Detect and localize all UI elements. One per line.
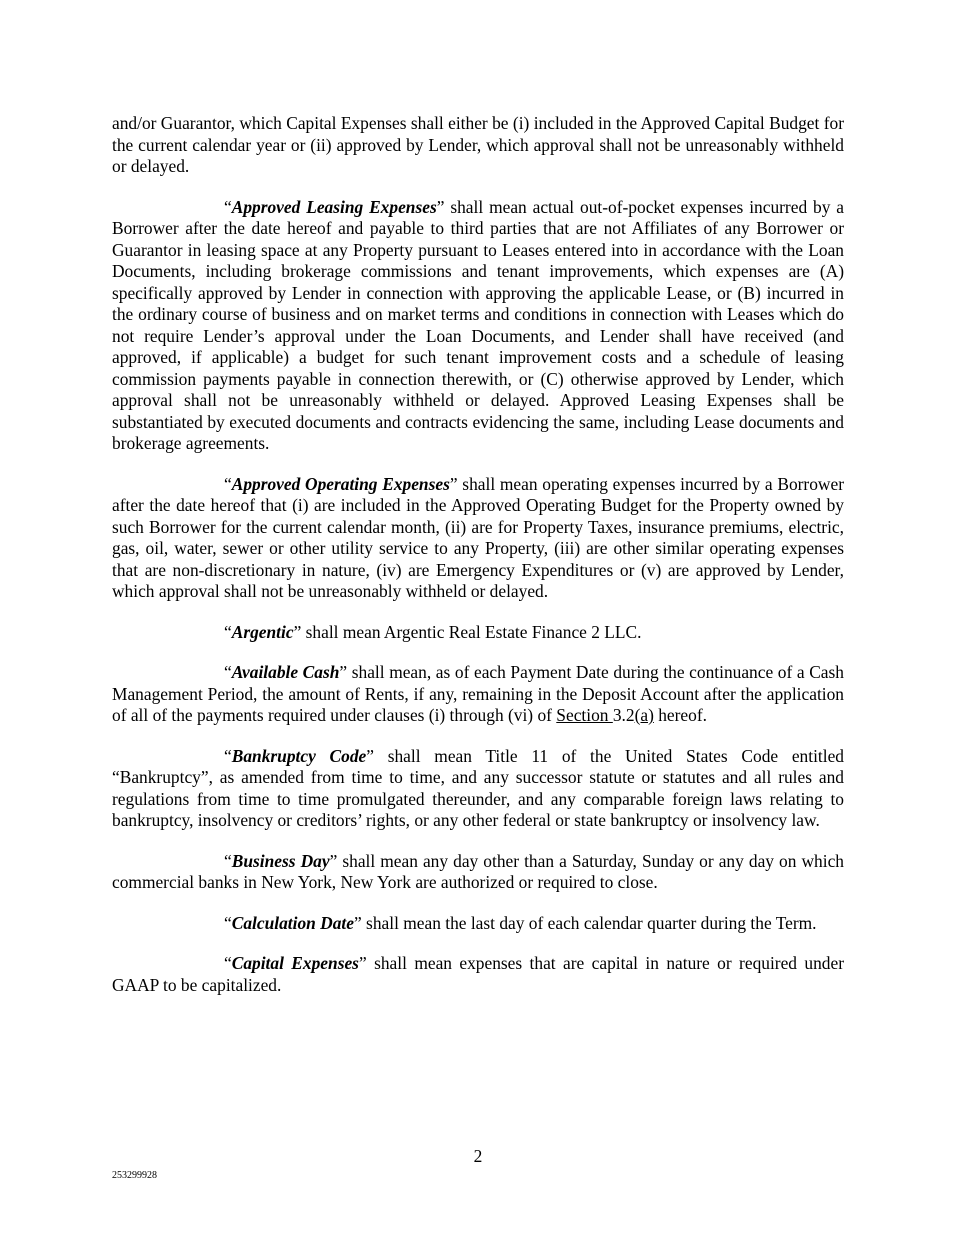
section-reference: Section <box>556 705 613 725</box>
continuation-paragraph: and/or Guarantor, which Capital Expenses shall either be (i) included in the Approved Capital Budget for the current calendar year or (ii) approved by Lender, which approval shall not be unreasonably withheld or delayed. <box>112 113 844 176</box>
defined-term: Approved Operating Expenses <box>231 473 450 494</box>
definition-text: shall mean actual out-of-pocket expenses incurred by a Borrower after the date hereof and payable to third parties that are not Affiliates of any Borrower or Guarantor in leasing space at any Property pursuant to Leases entered into in accordance with the Loan Documents, including brokerage commissions and tenant improvements, which expenses are (A) specifically approved by Lender in connection with approving the applicable Lease, or (B) incurred in the ordinary course of business and on market terms and conditions in connection with Leases which do not require Lender’s approval under the Loan Documents, and Lender shall have received (and approved, if applicable) a budget for such tenant improvement costs and a schedule of leasing commission payments payable in connection therewith, or (C) otherwise approved by Lender, which approval shall not be unreasonably withheld or delayed. Approved Leasing Expenses shall be substantiated by executed documents and contracts evidencing the same, including Lease documents and brokerage agreements. <box>112 196 845 453</box>
defined-term: Capital Expenses <box>231 953 359 973</box>
open-quote: “ <box>224 953 232 973</box>
defined-term: Available Cash <box>231 662 340 682</box>
close-quote: ” <box>353 912 362 933</box>
close-quote: ” <box>293 621 302 642</box>
close-quote: ” <box>436 196 445 217</box>
close-quote: ” <box>339 662 348 682</box>
definition-argentic <box>112 622 844 644</box>
close-quote: ” <box>449 473 458 494</box>
document-body <box>112 113 844 1015</box>
page-number: 2 <box>473 1146 483 1166</box>
close-quote: ” <box>329 850 338 871</box>
definition-available-cash <box>112 662 844 727</box>
close-quote: ” <box>366 745 374 766</box>
document-id: 253299928 <box>112 1170 157 1181</box>
definition-text: shall mean operating expenses incurred by a Borrower after the date hereof that (i) are included in the Approved Operating Budget for the Property owned by such Borrower for the current calendar month, (ii) are for Property Taxes, insurance premiums, electric, gas, oil, water, sewer or other utility service to any Property, (iii) are other similar operating expenses that are non-discretionary in nature, (iv) are Emergency Expenditures or (v) are approved by Lender, which approval shall not be unreasonably withheld or delayed. <box>112 473 844 601</box>
definition-capital-expenses <box>112 953 844 996</box>
definition-text: shall mean expenses that are capital in nature or required under GAAP to be capitalized. <box>112 953 844 995</box>
defined-term: Argentic <box>231 621 294 642</box>
definition-text: shall mean the last day of each calendar quarter during the Term. <box>361 912 817 933</box>
definition-business-day <box>112 851 844 894</box>
definition-text: shall mean any day other than a Saturday, Sunday or any day on which commercial banks in New York, New York are authorized or required to close. <box>112 850 844 892</box>
definition-text: shall mean, as of each Payment Date during the continuance of a Cash Management Period, the amount of Rents, if any, remaining in the Deposit Account after the application of all of the payments required under clauses (i) through (vi) of <box>112 662 844 725</box>
definition-calculation-date <box>112 913 844 935</box>
open-quote: “ <box>224 473 232 494</box>
definition-approved-leasing-expenses <box>112 197 844 455</box>
open-quote: “ <box>224 912 232 933</box>
close-quote: ” <box>358 953 367 973</box>
open-quote: “ <box>224 662 232 682</box>
section-number: 3.2 <box>612 705 635 725</box>
definition-text: shall mean Title 11 of the United States Code entitled “Bankruptcy”, as amended from time to time, and any successor statute or statutes and all rules and regulations from time to time promulgated thereunder, and any comparable foreign laws relating to bankruptcy, insolvency or creditors’ rights, or any other federal or state bankruptcy or insolvency law. <box>112 745 844 830</box>
open-quote: “ <box>224 621 232 642</box>
definition-bankruptcy-code <box>112 746 844 832</box>
defined-term: Approved Leasing Expenses <box>231 196 437 217</box>
definition-tail: hereof. <box>653 705 707 725</box>
open-quote: “ <box>224 745 232 766</box>
subsection-reference: (a) <box>634 705 654 725</box>
defined-term: Bankruptcy Code <box>231 745 367 766</box>
definition-text: shall mean Argentic Real Estate Finance 2 LLC. <box>301 621 642 642</box>
defined-term: Business Day <box>231 850 330 871</box>
open-quote: “ <box>224 196 232 217</box>
open-quote: “ <box>224 850 232 871</box>
definition-approved-operating-expenses <box>112 474 844 603</box>
defined-term: Calculation Date <box>231 912 354 933</box>
